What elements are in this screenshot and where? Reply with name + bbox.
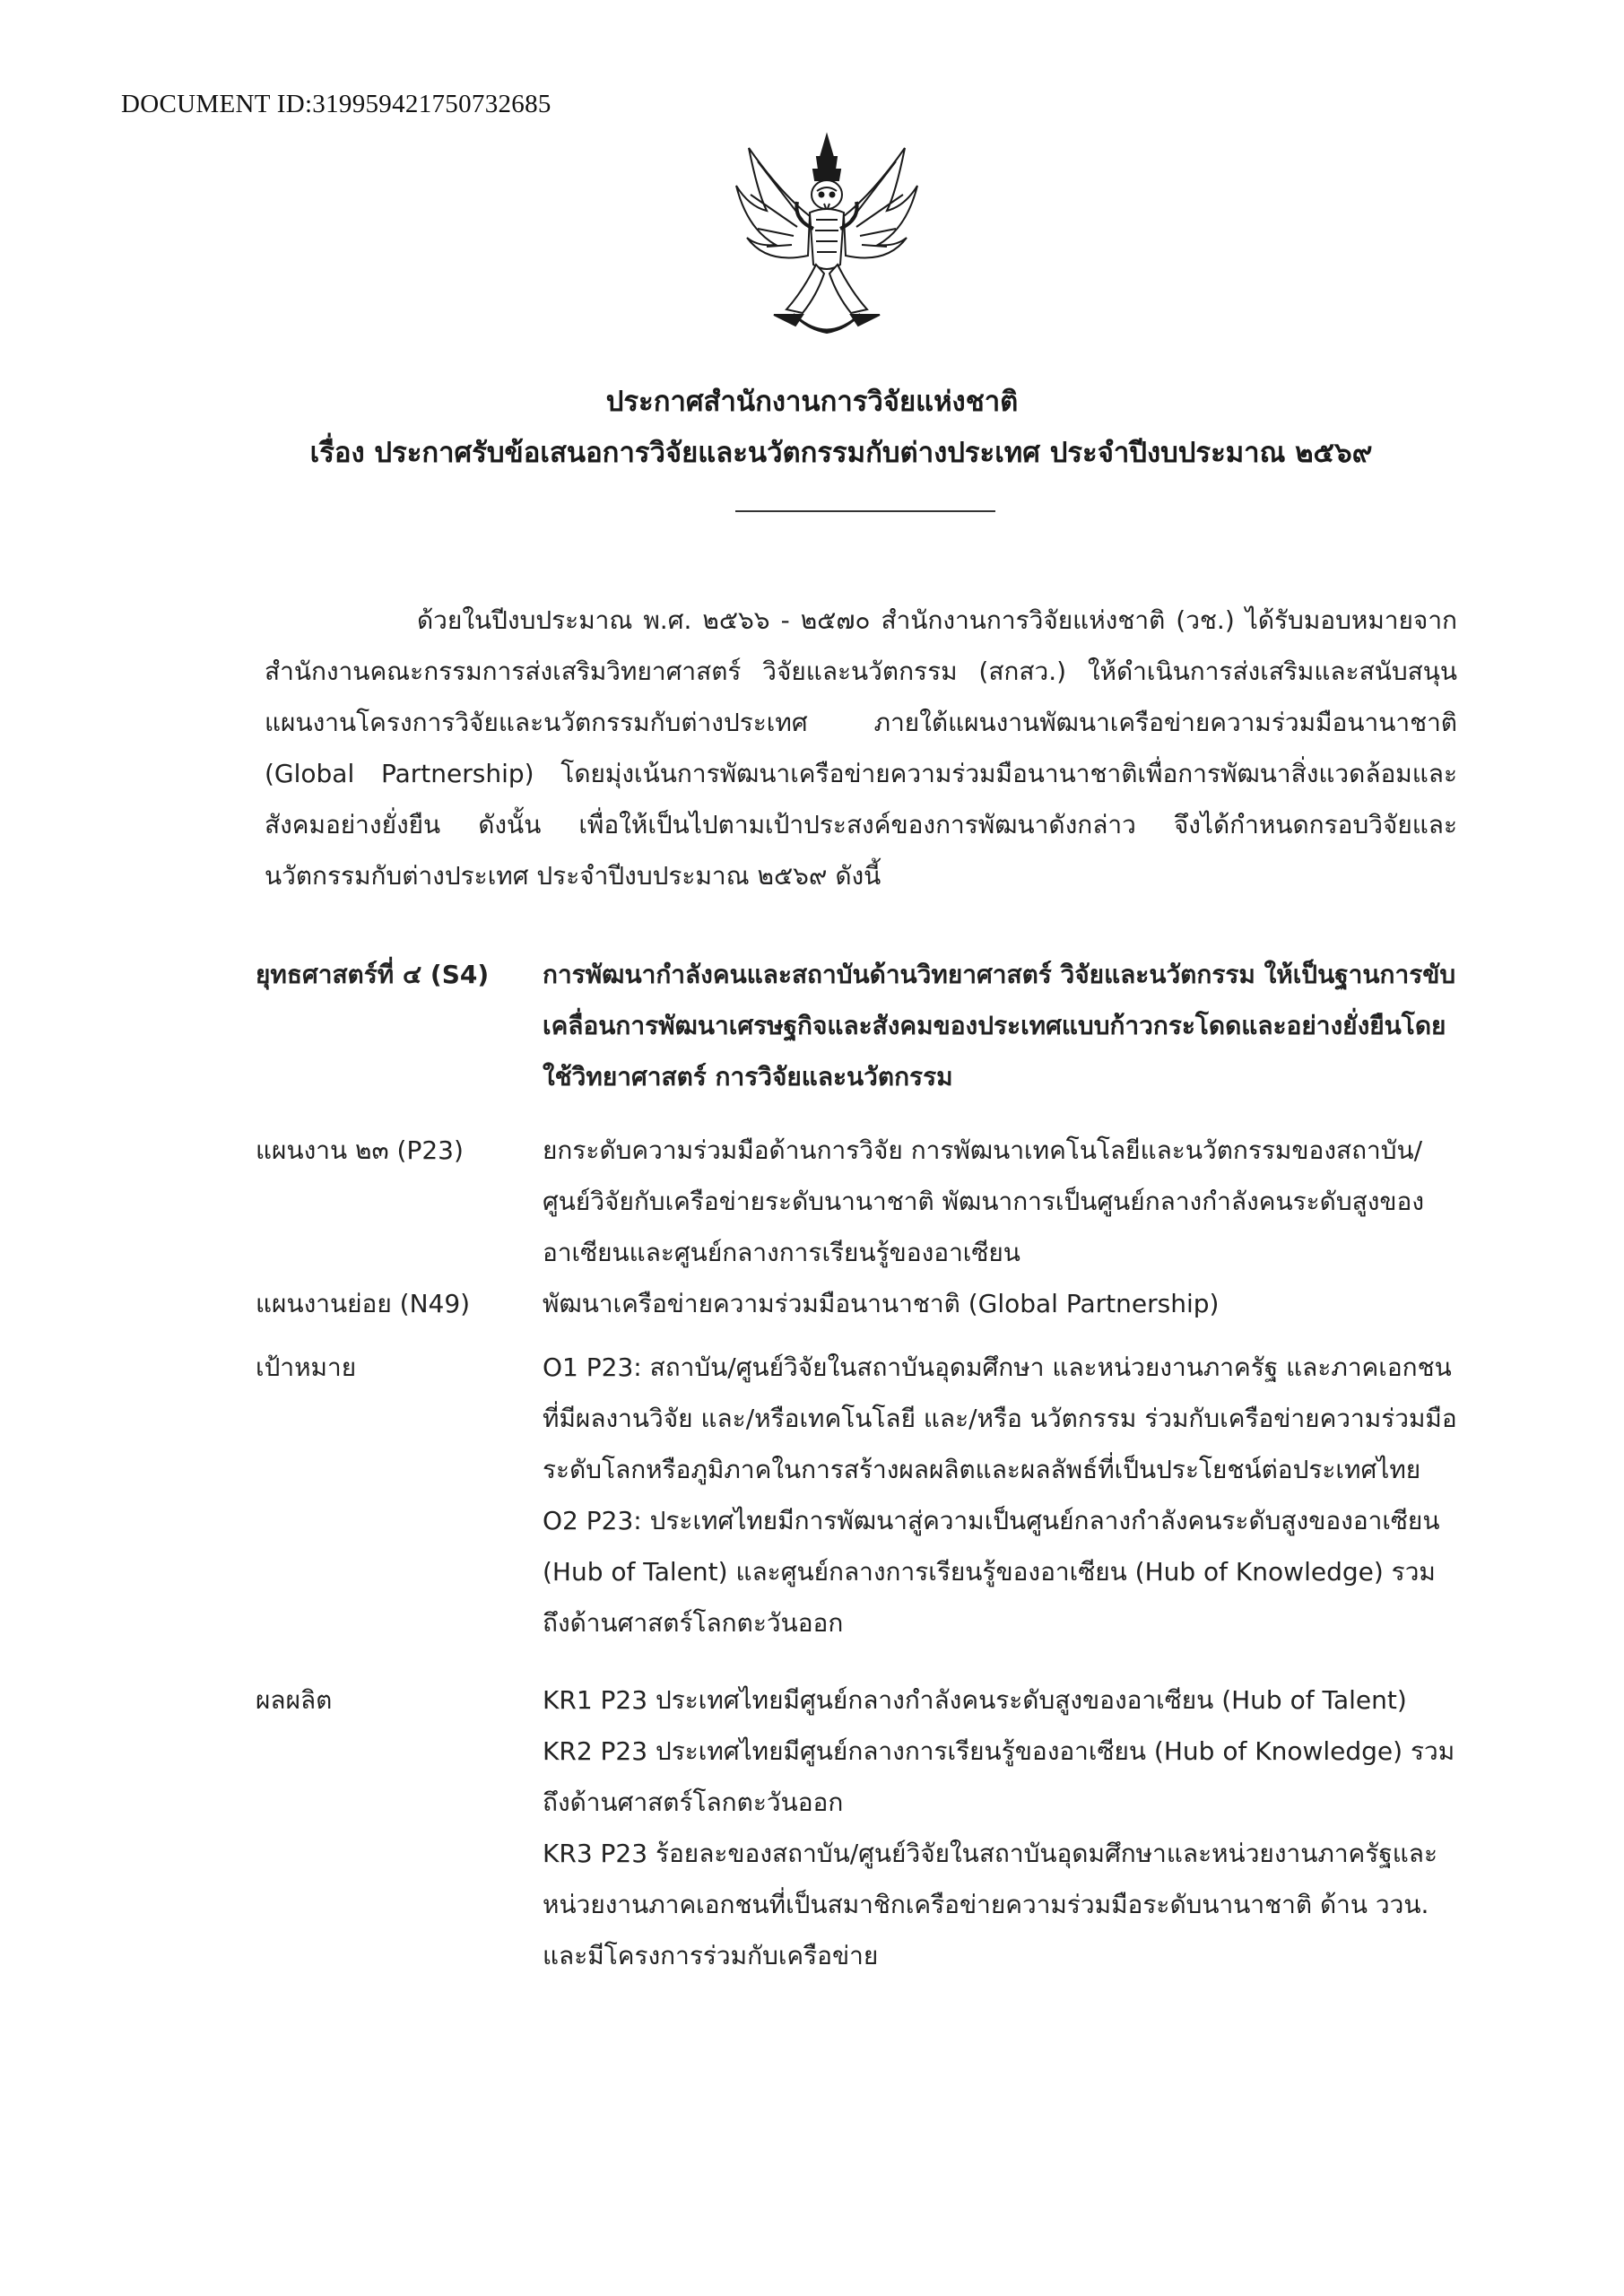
announcement-title [0, 377, 1624, 479]
title-line-2: เรื่อง ประกาศรับข้อเสนอการวิจัยและนวัตกรรมกับต่างประเทศ ประจำปีงบประมาณ ๒๕๖๙ [309, 437, 1373, 469]
objective-item: O2 P23: ประเทศไทยมีการพัฒนาสู่ความเป็นศูนย์กลางกำลังคนระดับสูงของอาเซียน (Hub of Talent) และศูนย์กลางการเรียนรู้ของอาเซียน (Hub of Knowledge) รวมถึงด้านศาสตร์โลกตะวันออก [543, 1506, 1440, 1638]
output-item: KR1 P23 ประเทศไทยมีศูนย์กลางกำลังคนระดับสูงของอาเซียน (Hub of Talent) [543, 1685, 1407, 1715]
objectives-label: เป้าหมาย [256, 1352, 357, 1382]
subplan-value: พัฒนาเครือข่ายความร่วมมือนานาชาติ (Global Partnership) [543, 1289, 1220, 1318]
title-line-1: ประกาศสำนักงานการวิจัยแห่งชาติ [605, 386, 1019, 418]
strategy-value: การพัฒนากำลังคนและสถาบันด้านวิทยาศาสตร์ วิจัยและนวัตกรรม ให้เป็นฐานการขับเคลื่อนการพัฒนาเศรษฐกิจและสังคมของประเทศแบบก้าวกระโดดและอย่างยั่งยืนโดยใช้วิทยาศาสตร์ การวิจัยและนวัตกรรม [543, 960, 1456, 1091]
intro-paragraph: ด้วยในปีงบประมาณ พ.ศ. ๒๕๖๖ - ๒๕๗๐ สำนักงานการวิจัยแห่งชาติ (วช.) ได้รับมอบหมายจากสำนักงานคณะกรรมการส่งเสริมวิทยาศาสตร์ วิจัยและนวัตกรรม (สกสว.) ให้ดำเนินการส่งเสริมและสนับสนุนแผนงานโครงการวิจัยและนวัตกรรมกับต่างประเทศ ภายใต้แผนงานพัฒนาเครือข่ายความร่วมมือนานาชาติ (Global Partnership) โดยมุ่งเน้นการพัฒนาเครือข่ายความร่วมมือนานาชาติเพื่อการพัฒนาสิ่งแวดล้อมและสังคมอย่างยั่งยืน ดังนั้น เพื่อให้เป็นไปตามเป้าประสงค์ของการพัฒนาดังกล่าว จึงได้กำหนดกรอบวิจัยและนวัตกรรมกับต่างประเทศ ประจำปีงบประมาณ ๒๕๖๙ ดังนี้ [265, 605, 1457, 891]
document-id: DOCUMENT ID:3199594217507326​85 [121, 90, 551, 118]
objective-item: O1 P23: สถาบัน/ศูนย์วิจัยในสถาบันอุดมศึกษา และหน่วยงานภาครัฐ และภาคเอกชน ที่มีผลงานวิจัย และ/หรือเทคโนโลยี และ/หรือ นวัตกรรม ร่วมกับเครือข่ายความร่วมมือระดับโลกหรือภูมิภาคในการสร้างผลผลิตและผลลัพธ์ที่เป็นประโยชน์ต่อประเทศไทย [543, 1352, 1457, 1484]
objectives-list [543, 1342, 1462, 1648]
output-item: KR3 P23 ร้อยละของสถาบัน/ศูนย์วิจัยในสถาบันอุดมศึกษาและหน่วยงานภาครัฐและหน่วยงานภาคเอกชนที่เป็นสมาชิกเครือข่ายความร่วมมือระดับนานาชาติ ด้าน ววน. และมีโครงการร่วมกับเครือข่าย [543, 1839, 1438, 1970]
subplan-label: แผนงานย่อย (N49) [256, 1289, 471, 1318]
strategy-label: ยุทธศาสตร์ที่ ๔ (S4) [256, 960, 490, 989]
outputs-list [543, 1674, 1462, 1981]
garuda-emblem-icon [731, 130, 924, 345]
plan-value: ยกระดับความร่วมมือด้านการวิจัย การพัฒนาเทคโนโลยีและนวัตกรรมของสถาบัน/ศูนย์วิจัยกับเครือข่ายระดับนานาชาติ พัฒนาการเป็นศูนย์กลางกำลังคนระดับสูงของอาเซียนและศูนย์กลางการเรียนรู้ของอาเซียน [543, 1135, 1425, 1267]
output-item: KR2 P23 ประเทศไทยมีศูนย์กลางการเรียนรู้ของอาเซียน (Hub of Knowledge) รวมถึงด้านศาสตร์โลกตะวันออก [543, 1736, 1455, 1817]
title-divider [735, 510, 995, 512]
plan-label: แผนงาน ๒๓ (P23) [256, 1135, 464, 1165]
outputs-label: ผลผลิต [256, 1685, 333, 1715]
